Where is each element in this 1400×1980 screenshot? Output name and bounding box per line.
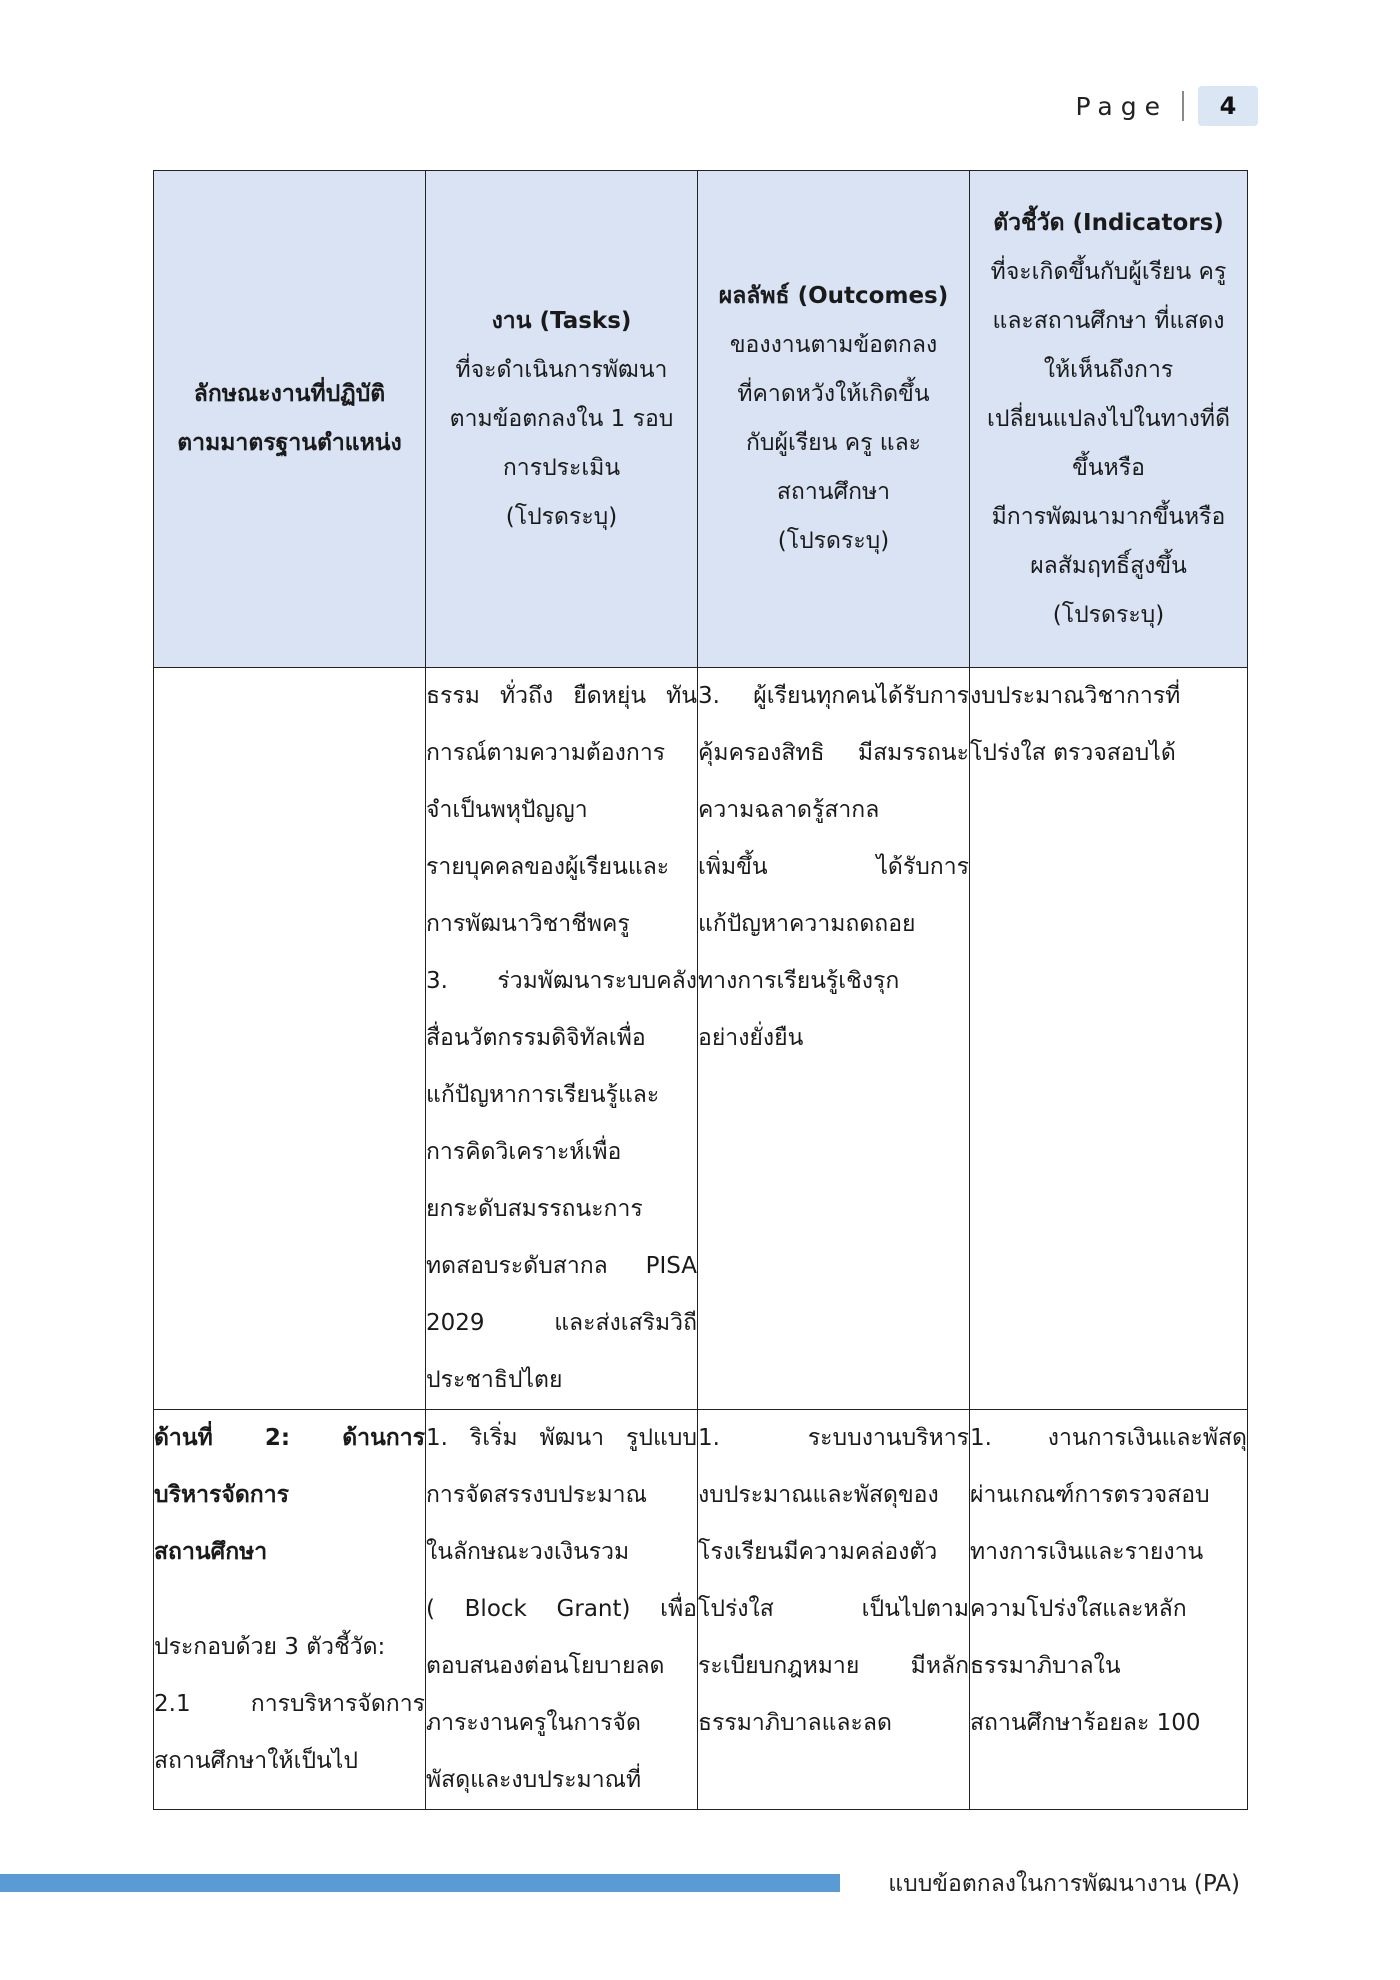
- cell-line: งบประมาณวิชาการที่: [970, 683, 1181, 709]
- cell-line: สถานศึกษาร้อยละ 100: [970, 1710, 1201, 1736]
- row2-col-job-characteristics: [154, 1410, 426, 1810]
- page-separator: [1182, 91, 1184, 121]
- cell-line: 3. ผู้เรียนทุกคนได้รับการ: [698, 683, 969, 709]
- cell-line: 1. ระบบงานบริหาร: [698, 1425, 969, 1451]
- cell-line: การคิดวิเคราะห์เพื่อ: [426, 1139, 622, 1165]
- row1-col-outcomes: [698, 668, 970, 1410]
- cell-line: คุ้มครองสิทธิ มีสมรรถนะ: [698, 740, 969, 766]
- header-line: ขึ้นหรือ: [1072, 454, 1145, 481]
- cell-line: ธรรมาภิบาลใน: [970, 1653, 1121, 1679]
- header-col-indicators: [970, 171, 1248, 668]
- header-line: ตามมาตรฐานตำแหน่ง: [177, 430, 402, 456]
- cell-line: 2029 และส่งเสริมวิถี: [426, 1310, 697, 1336]
- header-col-outcomes: [698, 171, 970, 668]
- cell-line: การจัดสรรงบประมาณ: [426, 1482, 647, 1508]
- section-title-line: สถานศึกษา: [154, 1539, 268, 1565]
- header-line: (โปรดระบุ): [777, 528, 890, 554]
- cell-line: พัสดุและงบประมาณที่: [426, 1767, 642, 1793]
- header-line: ตามข้อตกลงใน 1 รอบ: [449, 405, 674, 432]
- cell-line: ตอบสนองต่อนโยบายลด: [426, 1653, 665, 1679]
- header-line: ผลลัพธ์ (Outcomes): [718, 283, 949, 309]
- cell-line: สื่อนวัตกรรมดิจิทัลเพื่อ: [426, 1025, 646, 1051]
- cell-line: 2.1 การบริหารจัดการ: [154, 1691, 425, 1717]
- cell-line: โปร่งใส ตรวจสอบได้: [970, 740, 1176, 766]
- footer-title: แบบข้อตกลงในการพัฒนางาน (PA): [888, 1871, 1240, 1897]
- cell-line: ในลักษณะวงเงินรวม: [426, 1539, 630, 1565]
- cell-line: ผ่านเกณฑ์การตรวจสอบ: [970, 1482, 1210, 1508]
- header-line: ที่จะเกิดขึ้นกับผู้เรียน ครู: [990, 258, 1227, 285]
- table-header-row: [154, 171, 1248, 668]
- header-line: (โปรดระบุ): [1052, 601, 1165, 628]
- header-line: กับผู้เรียน ครู และ: [745, 430, 922, 456]
- cell-line: ( Block Grant) เพื่อ: [426, 1596, 697, 1622]
- header-line: งาน (Tasks): [491, 307, 632, 334]
- cell-line: ทางการเรียนรู้เชิงรุก: [698, 968, 900, 994]
- header-line: การประเมิน: [502, 454, 621, 481]
- table-row: [154, 668, 1248, 1410]
- header-line: ให้เห็นถึงการ: [1043, 356, 1174, 383]
- row1-col-indicators: [970, 668, 1248, 1410]
- section-title-line: ด้านที่ 2: ด้านการ: [154, 1425, 425, 1451]
- cell-line: 1. งานการเงินและพัสดุ: [970, 1425, 1247, 1451]
- header-line: ที่คาดหวังให้เกิดขึ้น: [737, 381, 930, 407]
- table-row: [154, 1410, 1248, 1810]
- cell-line: รายบุคคลของผู้เรียนและ: [426, 854, 670, 880]
- cell-line: โรงเรียนมีความคล่องตัว: [698, 1539, 938, 1565]
- header-line: ตัวชี้วัด (Indicators): [993, 209, 1224, 236]
- section-title-line: บริหารจัดการ: [154, 1482, 289, 1508]
- cell-line: แก้ปัญหาความถดถอย: [698, 911, 916, 937]
- row2-col-outcomes: [698, 1410, 970, 1810]
- cell-line: ทดสอบระดับสากล PISA: [426, 1253, 697, 1279]
- page-header: [1075, 86, 1258, 126]
- header-col-job-characteristics: [154, 171, 426, 668]
- cell-line: แก้ปัญหาการเรียนรู้และ: [426, 1082, 660, 1108]
- cell-line: ธรรมาภิบาลและลด: [698, 1710, 892, 1736]
- cell-line: สถานศึกษาให้เป็นไป: [154, 1748, 358, 1774]
- cell-line: ความฉลาดรู้สากล: [698, 797, 880, 823]
- header-line: เปลี่ยนแปลงไปในทางที่ดี: [986, 405, 1231, 432]
- cell-line: ธรรม ทั่วถึง ยืดหยุ่น ทัน: [426, 683, 697, 709]
- header-line: (โปรดระบุ): [505, 503, 618, 530]
- header-line: มีการพัฒนามากขึ้นหรือ: [991, 503, 1226, 530]
- cell-line: 1. ริเริ่ม พัฒนา รูปแบบ: [426, 1425, 697, 1451]
- cell-line: ยกระดับสมรรถนะการ: [426, 1196, 643, 1222]
- row1-col-tasks: [426, 668, 698, 1410]
- cell-line: การพัฒนาวิชาชีพครู: [426, 911, 630, 937]
- header-line: ของงานตามข้อตกลง: [729, 332, 938, 358]
- header-col-tasks: [426, 171, 698, 668]
- cell-line: ประกอบด้วย 3 ตัวชี้วัด:: [154, 1634, 386, 1660]
- cell-line: งบประมาณและพัสดุของ: [698, 1482, 939, 1508]
- row2-col-indicators: [970, 1410, 1248, 1810]
- cell-line: จำเป็นพหุปัญญา: [426, 797, 588, 823]
- cell-line: ภาระงานครูในการจัด: [426, 1710, 641, 1736]
- page-label: Page: [1075, 91, 1168, 121]
- cell-line: 3. ร่วมพัฒนาระบบคลัง: [426, 968, 697, 994]
- cell-line: การณ์ตามความต้องการ: [426, 740, 666, 766]
- row2-col-tasks: [426, 1410, 698, 1810]
- pa-agreement-table: [153, 170, 1248, 1810]
- cell-line: โปร่งใส เป็นไปตาม: [698, 1596, 969, 1622]
- cell-line: ความโปร่งใสและหลัก: [970, 1596, 1187, 1622]
- spacer: [154, 1581, 425, 1619]
- header-line: และสถานศึกษา ที่แสดง: [992, 307, 1225, 334]
- cell-line: ระเบียบกฎหมาย มีหลัก: [698, 1653, 969, 1679]
- footer-accent-bar: [0, 1874, 840, 1892]
- row1-col-job-characteristics: [154, 668, 426, 1410]
- cell-line: ประชาธิปไตย: [426, 1367, 563, 1393]
- cell-line: อย่างยั่งยืน: [698, 1025, 804, 1051]
- header-line: ลักษณะงานที่ปฏิบัติ: [193, 381, 386, 407]
- header-line: ผลสัมฤทธิ์สูงขึ้น: [1030, 552, 1187, 579]
- cell-line: ทางการเงินและรายงาน: [970, 1539, 1204, 1565]
- page-number: 4: [1198, 86, 1258, 126]
- header-line: ที่จะดำเนินการพัฒนา: [455, 356, 668, 383]
- header-line: สถานศึกษา: [776, 479, 891, 505]
- cell-line: เพิ่มขึ้น ได้รับการ: [698, 854, 969, 880]
